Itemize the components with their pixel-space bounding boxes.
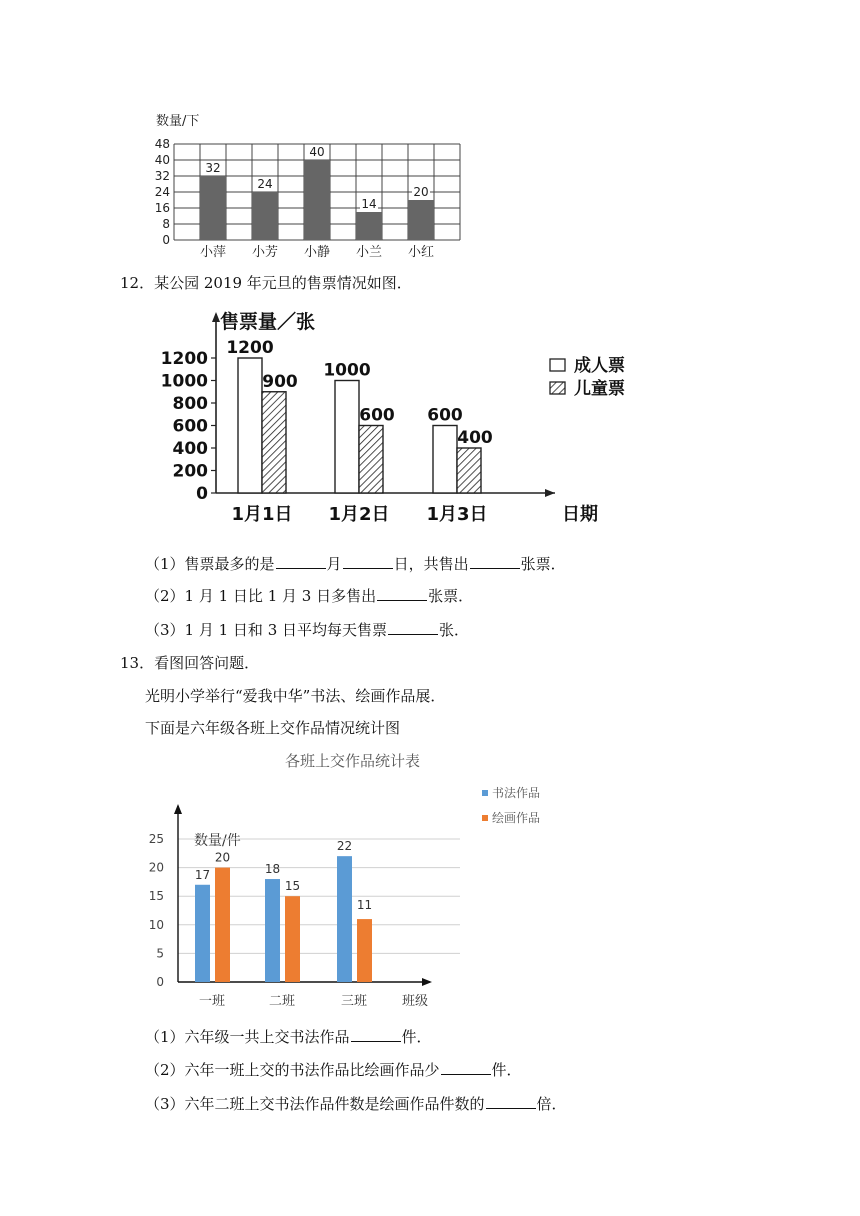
question-13-line-2: 下面是六年级各班上交作品情况统计图 — [145, 719, 401, 737]
chart-title: 各班上交作品统计表 — [285, 752, 421, 770]
x-axis-arrow — [545, 489, 555, 497]
value-label: 600 — [427, 405, 463, 426]
question-13-line-1: 光明小学举行“爱我中华”书法、绘画作品展． — [145, 687, 446, 705]
question-13-item-1 — [145, 1026, 432, 1047]
item-text: 张． — [439, 621, 470, 639]
value-label: 14 — [361, 197, 377, 211]
category-label: 小红 — [407, 245, 435, 260]
value-label: 1000 — [323, 360, 371, 381]
question-13-title: 13．看图回答问题． — [120, 654, 260, 672]
item-text: （2）六年一班上交的书法作品比绘画作品少 — [145, 1061, 440, 1079]
bar — [408, 200, 434, 240]
value-label: 1200 — [226, 338, 274, 358]
x-axis-label: 日期 — [562, 504, 598, 525]
y-axis-label: 售票量／张 — [220, 311, 316, 333]
item-text: 张票． — [428, 587, 474, 605]
y-tick-label: 48 — [154, 137, 170, 151]
item-text: （1）六年级一共上交书法作品 — [145, 1028, 350, 1046]
legend-swatch-painting — [482, 815, 488, 821]
item-text: 件． — [401, 1028, 432, 1046]
answer-blank[interactable] — [441, 1060, 491, 1075]
chart-jump-rope — [140, 108, 480, 268]
bar — [359, 426, 383, 494]
y-tick-label: 32 — [154, 169, 170, 183]
legend-swatch-child — [550, 382, 565, 394]
y-tick-label: 10 — [148, 917, 164, 932]
bar — [252, 192, 278, 240]
answer-blank[interactable] — [377, 586, 427, 601]
y-tick-label: 16 — [154, 201, 170, 215]
question-13-item-3 — [145, 1093, 567, 1114]
category-label: 1月2日 — [328, 504, 390, 525]
category-label: 小芳 — [251, 245, 279, 260]
value-label: 20 — [413, 185, 429, 199]
bar — [356, 212, 382, 240]
y-tick-label: 800 — [172, 394, 208, 414]
bar — [335, 381, 359, 494]
item-text: （1）售票最多的是 — [145, 555, 275, 573]
answer-blank[interactable] — [486, 1094, 536, 1109]
answer-blank[interactable] — [351, 1027, 401, 1042]
answer-blank[interactable] — [470, 554, 520, 569]
chart-ticket-sales — [150, 300, 720, 530]
y-tick-label: 24 — [154, 185, 170, 199]
item-text: 月 — [326, 555, 342, 573]
bars — [200, 145, 434, 260]
legend-label-child: 儿童票 — [574, 379, 625, 399]
bar — [457, 448, 481, 493]
y-tick-label: 20 — [148, 860, 164, 875]
question-12-item-2 — [145, 585, 473, 606]
y-tick-label: 1000 — [160, 371, 208, 392]
category-label: 小兰 — [355, 245, 383, 260]
value-label: 24 — [257, 177, 273, 191]
value-label: 400 — [457, 428, 493, 448]
bar — [337, 856, 352, 982]
y-tick-label: 200 — [172, 461, 208, 482]
chart-class-works — [140, 748, 580, 1018]
item-text: 日，共售出 — [393, 555, 469, 573]
bar — [215, 868, 230, 982]
item-text: （3）六年二班上交书法作品件数是绘画作品件数的 — [145, 1095, 485, 1113]
y-axis-arrow — [174, 804, 182, 814]
category-label: 一班 — [198, 994, 226, 1009]
category-label: 三班 — [340, 994, 368, 1009]
value-label: 900 — [262, 371, 298, 392]
y-tick-label: 25 — [148, 832, 164, 846]
bars — [195, 839, 372, 1009]
category-label: 小萍 — [199, 245, 227, 260]
value-label: 22 — [336, 839, 353, 854]
y-tick-label: 400 — [172, 439, 208, 459]
y-tick-label: 8 — [162, 217, 170, 231]
question-12-item-3 — [145, 619, 469, 640]
y-axis-arrow — [212, 312, 220, 322]
y-tick-label: 40 — [154, 153, 170, 167]
y-tick-label: 0 — [156, 975, 164, 989]
legend-label-calligraphy: 书法作品 — [492, 786, 541, 800]
legend — [482, 785, 540, 825]
bar — [433, 426, 457, 494]
bars — [226, 338, 493, 525]
y-tick-label: 5 — [156, 946, 164, 961]
value-label: 17 — [194, 867, 211, 882]
item-text: （2）1 月 1 日比 1 月 3 日多售出 — [145, 587, 377, 605]
y-axis-label: 数量/下 — [156, 114, 200, 129]
value-label: 18 — [264, 862, 281, 877]
value-label: 600 — [359, 405, 395, 426]
category-label: 1月3日 — [426, 504, 488, 525]
answer-blank[interactable] — [343, 554, 393, 569]
bar — [357, 919, 372, 982]
bar — [262, 392, 286, 493]
y-tick-label: 0 — [196, 484, 208, 504]
bar — [265, 879, 280, 982]
bar — [195, 885, 210, 982]
legend-label-painting: 绘画作品 — [492, 811, 541, 825]
legend-swatch-adult — [550, 359, 565, 371]
bar — [238, 358, 262, 493]
answer-blank[interactable] — [388, 620, 438, 635]
legend-swatch-calligraphy — [482, 790, 488, 796]
question-13-item-2 — [145, 1059, 522, 1080]
y-tick-label: 600 — [172, 416, 208, 437]
legend-label-adult: 成人票 — [574, 356, 625, 376]
bar — [304, 160, 330, 240]
value-label: 15 — [284, 879, 301, 894]
item-text: 件． — [491, 1061, 522, 1079]
question-12-title: 12．某公园 2019 年元旦的售票情况如图． — [120, 274, 412, 292]
item-text: 张票． — [520, 555, 566, 573]
legend — [550, 355, 625, 399]
answer-blank[interactable] — [276, 554, 326, 569]
category-label: 小静 — [303, 245, 331, 260]
x-axis-arrow — [422, 978, 432, 986]
bar — [285, 896, 300, 982]
category-label: 1月1日 — [231, 504, 293, 525]
value-label: 40 — [309, 145, 325, 159]
y-tick-label: 0 — [162, 233, 170, 247]
x-axis-label: 班级 — [401, 994, 429, 1009]
y-axis-label: 数量/件 — [194, 833, 241, 849]
bar — [200, 176, 226, 240]
question-12-item-1 — [145, 553, 566, 574]
value-label: 20 — [214, 850, 231, 865]
category-label: 二班 — [268, 994, 296, 1009]
value-label: 11 — [356, 898, 373, 913]
y-tick-label: 1200 — [160, 349, 208, 369]
value-label: 32 — [205, 161, 221, 175]
item-text: 倍． — [536, 1095, 567, 1113]
y-tick-label: 15 — [148, 889, 164, 904]
item-text: （3）1 月 1 日和 3 日平均每天售票 — [145, 621, 388, 639]
